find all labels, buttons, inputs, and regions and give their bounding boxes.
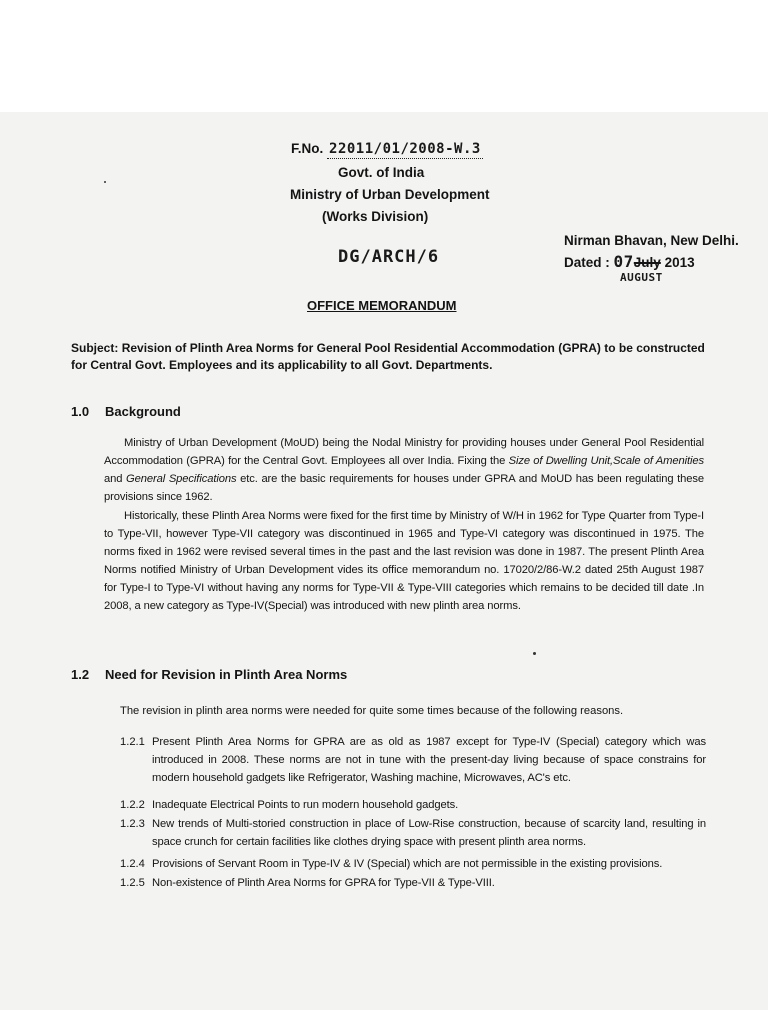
emphasis-text: General Specifications — [126, 473, 237, 485]
list-item — [120, 874, 706, 892]
list-item — [120, 796, 706, 814]
subject — [71, 340, 707, 374]
background-paragraph-1: Ministry of Urban Development (MoUD) being the Nodal Ministry for providing houses under General Pool Residential Accommodation (GPRA) for the Central Govt. Employees all over India. Fixing the Size of Dwelling Unit,Scale of Amenities and General Specifications etc. are the basic requirements for houses under GPRA and MoUD has been regulating these provisions since 1962. — [104, 437, 704, 503]
list-item-text: Non-existence of Plinth Area Norms for GPRA for Type-VII & Type-VIII. — [152, 877, 495, 889]
date-year: 2013 — [664, 255, 695, 270]
date-handwritten-month: AUGUST — [620, 271, 663, 284]
govt-of-india: Govt. of India — [338, 165, 425, 180]
list-item-number: 1.2.2 — [120, 799, 145, 811]
section-number: 1.0 — [71, 404, 90, 419]
list-item-number: 1.2.1 — [120, 736, 145, 748]
section-background-heading — [71, 404, 371, 422]
date-struck-month: July — [633, 255, 661, 270]
list-item-number: 1.2.4 — [120, 858, 145, 870]
list-item-number: 1.2.5 — [120, 877, 145, 889]
list-item-text: New trends of Multi-storied construction in place of Low-Rise construction, because of scarcity land, resulting in space crunch for certain facilities like clothes drying space with present plinth area norms. — [152, 818, 706, 848]
file-number — [291, 140, 483, 159]
emphasis-text: Size of Dwelling Unit,Scale of Amenities — [508, 455, 704, 467]
scan-speck — [533, 652, 536, 655]
list-item — [120, 855, 706, 873]
memo-title: OFFICE MEMORANDUM — [307, 298, 457, 313]
section-title: Background — [105, 404, 181, 419]
subject-label: Subject: — [71, 341, 119, 355]
background-paragraph-2: Historically, these Plinth Area Norms were fixed for the first time by Ministry of W/H in 1962 for Type Quarter from Type-I to Type-VII, however Type-VII category was discontinued in 1965 and Type-VI category was discontinued in 1975. The norms fixed in 1962 were revised several times in the past and the last revision was done in 1987. The present Plinth Area Norms notified Ministry of Urban Development vides its office memorandum no. 17020/2/86-W.2 dated 25th August 1987 for Type-I to Type-VI without having any norms for Type-VII & Type-VIII categories which remains to be decided till date .In 2008, a new category as Type-IV(Special) was introduced with new plinth area norms. — [104, 510, 704, 612]
list-item-text: Provisions of Servant Room in Type-IV & IV (Special) which are not permissible in the existing provisions. — [152, 858, 663, 870]
subject-text: Revision of Plinth Area Norms for General Pool Residential Accommodation (GPRA) to be constructed for Central Govt. Employees and its applicability to all Govt. Departments. — [71, 341, 705, 372]
list-item — [120, 733, 706, 793]
handwritten-reference: DG/ARCH/6 — [338, 247, 440, 267]
section-title: Need for Revision in Plinth Area Norms — [105, 667, 348, 682]
list-item-text: Inadequate Electrical Points to run modern household gadgets. — [152, 799, 459, 811]
need-intro: The revision in plinth area norms were needed for quite some times because of the following reasons. — [120, 705, 624, 717]
section-number: 1.2 — [71, 667, 90, 682]
division-name: (Works Division) — [322, 209, 429, 224]
scan-speck — [104, 181, 106, 183]
file-number-prefix: F.No. — [291, 141, 324, 156]
list-item-number: 1.2.3 — [120, 818, 145, 830]
date-label: Dated : — [564, 255, 610, 270]
list-item-text: Present Plinth Area Norms for GPRA are as old as 1987 except for Type-IV (Special) category which was introduced in 2008. These norms are not in tune with the present-day living because of space constrains for modern household gadgets like Refrigerator, Washing machine, Microwaves, AC's etc. — [152, 736, 706, 784]
place: Nirman Bhavan, New Delhi. — [564, 233, 739, 248]
date-line — [564, 253, 695, 272]
section-need-heading — [71, 667, 471, 685]
list-item — [120, 815, 706, 853]
date-day: 07 — [613, 252, 634, 271]
ministry-name: Ministry of Urban Development — [290, 187, 490, 202]
file-number-handwritten: 22011/01/2008-W.3 — [329, 141, 481, 157]
